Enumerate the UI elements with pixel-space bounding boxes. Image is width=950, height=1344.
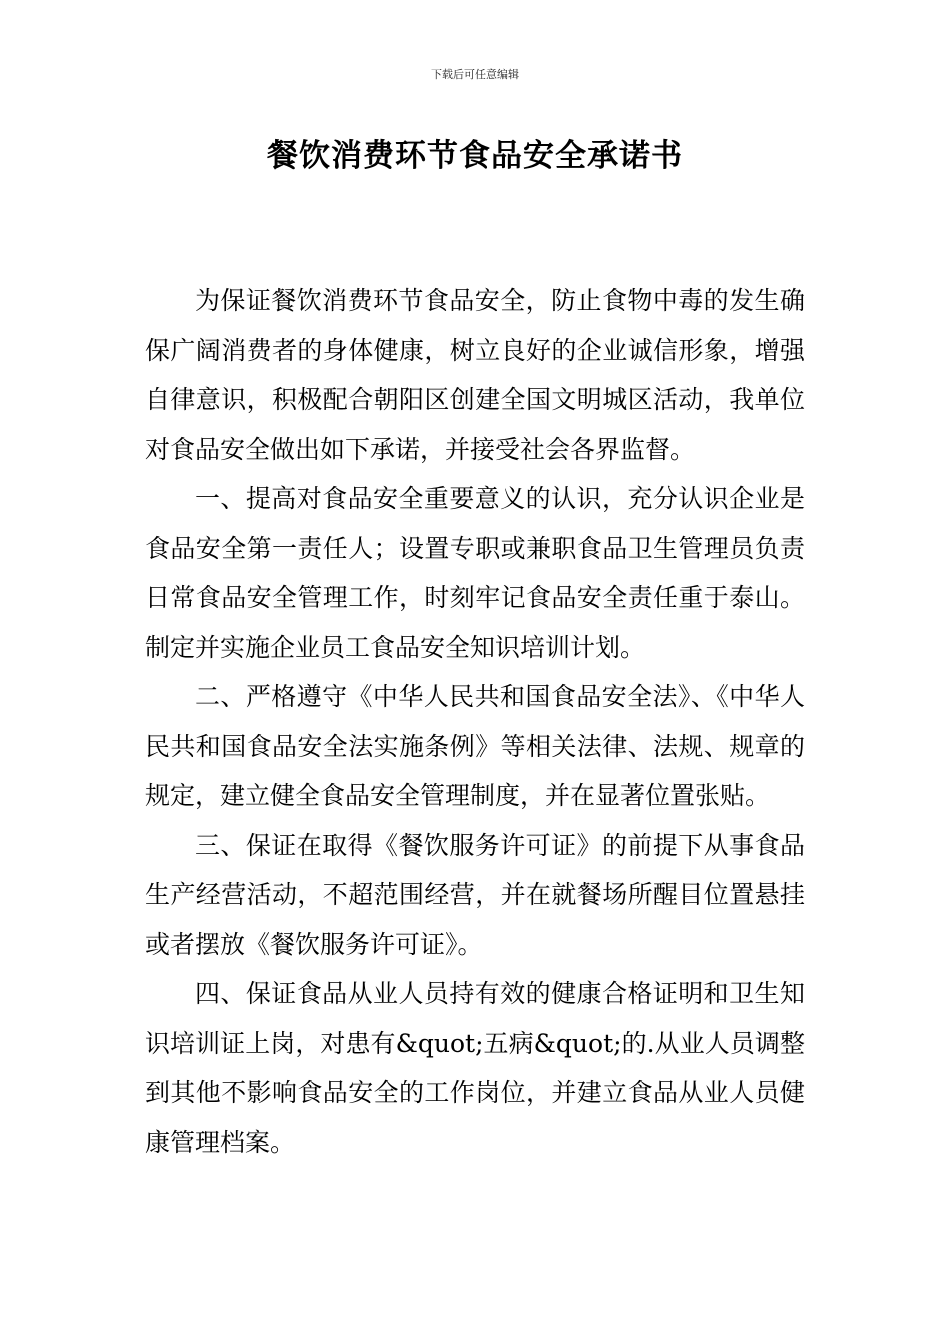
paragraph-item-1: 一、提高对食品安全重要意义的认识，充分认识企业是食品安全第一责任人；设置专职或兼职食品卫生管理员负责日常食品安全管理工作，时刻牢记食品安全责任重于泰山。制定并实施企业员工食品安全知识培训计划。 xyxy=(145,484,805,662)
paragraph-intro: 为保证餐饮消费环节食品安全，防止食物中毒的发生确保广阔消费者的身体健康，树立良好的企业诚信形象，增强自律意识，积极配合朝阳区创建全国文明城区活动，我单位对食品安全做出如下承诺，并接受社会各界监督。 xyxy=(145,286,805,464)
paragraph-item-3: 三、保证在取得《餐饮服务许可证》的前提下从事食品生产经营活动，不超范围经营，并在就餐场所醒目位置悬挂或者摆放《餐饮服务许可证》。 xyxy=(145,830,805,959)
paragraph-item-4: 四、保证食品从业人员持有效的健康合格证明和卫生知识培训证上岗，对患有&quot;五病&quot;的.从业人员调整到其他不影响食品安全的工作岗位，并建立食品从业人员健康管理档案。 xyxy=(145,979,805,1157)
paragraph-item-2: 二、严格遵守《中华人民共和国食品安全法》、《中华人民共和国食品安全法实施条例》等相关法律、法规、规章的规定，建立健全食品安全管理制度，并在显著位置张贴。 xyxy=(145,682,805,810)
header-note: 下载后可任意编辑 xyxy=(431,68,519,81)
document-body xyxy=(145,276,805,1167)
document-title: 餐饮消费环节食品安全承诺书 xyxy=(267,138,683,174)
